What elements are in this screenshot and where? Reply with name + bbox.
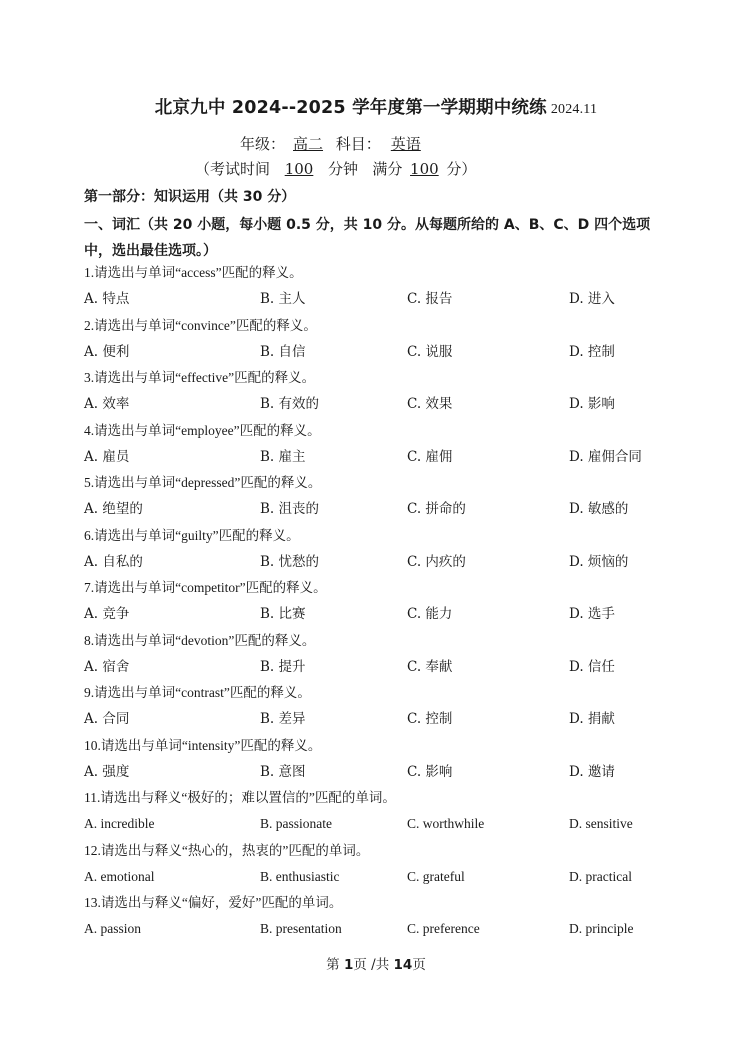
- option-row: [84, 496, 684, 522]
- section-instruction: 一、词汇（共 20 小题，每小题 0.5 分，共 10 分。从每题所给的 A、B、C、D 四个选项中，选出最佳选项。）: [84, 217, 651, 259]
- option-a: A. 便利: [84, 343, 130, 360]
- exam-date: 2024.11: [550, 102, 598, 117]
- option-c: C. 奉献: [407, 658, 453, 675]
- option-d: D. 邀请: [569, 763, 615, 780]
- footer-prefix: 第: [326, 957, 340, 973]
- question-item: [84, 575, 684, 628]
- grade-subject-line: [240, 133, 431, 154]
- question-item: [84, 470, 684, 523]
- exam-title-text: 北京九中 2024--2025 学年度第一学期期中统练: [154, 98, 547, 118]
- question-item: [84, 785, 684, 838]
- option-c: C. 效果: [407, 396, 453, 412]
- option-b: B. 主人: [260, 291, 306, 307]
- option-b: B. passionate: [260, 816, 332, 831]
- time-value: 100: [284, 160, 314, 178]
- option-c: C. 雇佣: [407, 448, 453, 465]
- option-d: D. 烦恼的: [569, 553, 629, 570]
- option-b: B. 有效的: [260, 396, 320, 412]
- footer-page-number: 1: [343, 957, 354, 973]
- question-item: [84, 523, 684, 576]
- footer-mid: 页 /共: [353, 957, 390, 973]
- option-b: B. presentation: [260, 921, 342, 936]
- option-c: C. 拼命的: [407, 501, 466, 517]
- option-d: D. 进入: [569, 291, 615, 307]
- option-row: [84, 286, 684, 312]
- option-row: [84, 339, 684, 365]
- option-row: [84, 549, 684, 575]
- question-stem: 11.请选出与释义“极好的；难以置信的”匹配的单词。: [84, 790, 396, 805]
- option-c: C. 报告: [407, 291, 453, 307]
- option-a: A. passion: [84, 921, 141, 936]
- option-c: C. 内疚的: [407, 553, 466, 570]
- time-score-line: [195, 158, 476, 179]
- option-row: [84, 444, 684, 470]
- question-stem: 8.请选出与单词“devotion”匹配的释义。: [84, 632, 316, 648]
- option-d: D. sensitive: [569, 816, 633, 831]
- option-d: D. 敏感的: [569, 501, 629, 517]
- footer-suffix: 页: [412, 957, 426, 973]
- question-item: [84, 313, 684, 366]
- option-c: C. 控制: [407, 711, 453, 727]
- question-stem: 7.请选出与单词“competitor”匹配的释义。: [84, 580, 327, 595]
- option-row: [84, 391, 684, 417]
- option-a: A. 效率: [84, 396, 130, 412]
- option-row: [84, 759, 684, 785]
- question-item: [84, 680, 684, 733]
- score-value: 100: [410, 160, 439, 178]
- option-b: B. 意图: [260, 763, 306, 780]
- question-stem: 4.请选出与单词“employee”匹配的释义。: [84, 422, 321, 438]
- option-d: D. 信任: [569, 658, 615, 675]
- option-b: B. 自信: [260, 343, 306, 360]
- option-d: D. 选手: [569, 606, 615, 622]
- option-b: B. 比赛: [260, 606, 306, 622]
- question-item: [84, 418, 684, 471]
- option-a: A. 特点: [84, 291, 130, 307]
- option-row: [84, 864, 684, 890]
- question-stem: 3.请选出与单词“effective”匹配的释义。: [84, 370, 316, 385]
- option-b: B. 沮丧的: [260, 501, 320, 517]
- option-d: D. 影响: [569, 396, 615, 412]
- footer-total-pages: 14: [393, 957, 413, 973]
- score-unit: 分）: [446, 160, 477, 178]
- option-d: D. 捐献: [569, 711, 615, 727]
- option-b: B. 提升: [260, 658, 306, 675]
- option-b: B. enthusiastic: [260, 868, 340, 884]
- option-c: C. 说服: [407, 343, 453, 360]
- option-row: [84, 811, 684, 837]
- question-stem: 5.请选出与单词“depressed”匹配的释义。: [84, 475, 322, 490]
- option-a: A. 宿舍: [84, 658, 130, 675]
- question-list: [84, 260, 684, 943]
- option-b: B. 差异: [260, 711, 306, 727]
- option-d: D. 控制: [569, 343, 615, 360]
- question-stem: 6.请选出与单词“guilty”匹配的释义。: [84, 527, 300, 543]
- option-a: A. emotional: [84, 868, 155, 884]
- option-a: A. 绝望的: [84, 501, 143, 517]
- option-b: B. 雇主: [260, 448, 306, 465]
- grade-label: 年级：: [240, 135, 286, 153]
- question-item: [84, 365, 684, 418]
- question-item: [84, 838, 684, 891]
- question-stem: 1.请选出与单词“access”匹配的释义。: [84, 265, 303, 280]
- option-c: C. grateful: [407, 868, 465, 884]
- option-c: C. 影响: [407, 763, 453, 780]
- question-item: [84, 260, 684, 313]
- question-stem: 10.请选出与单词“intensity”匹配的释义。: [84, 737, 322, 753]
- option-a: A. 竞争: [84, 606, 130, 622]
- subject-value: 英语: [390, 135, 421, 153]
- question-stem: 9.请选出与单词“contrast”匹配的释义。: [84, 685, 311, 700]
- score-prefix: 满分: [372, 160, 403, 178]
- time-prefix: （考试时间: [195, 160, 271, 178]
- time-unit: 分钟: [328, 160, 359, 178]
- option-row: [84, 706, 684, 732]
- option-a: A. incredible: [84, 816, 155, 831]
- option-row: [84, 601, 684, 627]
- option-a: A. 自私的: [84, 553, 143, 570]
- grade-value: 高二: [293, 135, 324, 153]
- option-a: A. 合同: [84, 711, 130, 727]
- option-row: [84, 654, 684, 680]
- option-b: B. 忧愁的: [260, 553, 320, 570]
- question-stem: 12.请选出与释义“热心的，热衷的”匹配的单词。: [84, 842, 370, 858]
- option-a: A. 雇员: [84, 448, 130, 465]
- exam-title: [0, 94, 752, 119]
- option-d: D. principle: [569, 921, 634, 936]
- question-item: [84, 733, 684, 786]
- option-c: C. preference: [407, 921, 480, 936]
- option-c: C. worthwhile: [407, 816, 485, 831]
- option-row: [84, 916, 684, 942]
- part-title: 第一部分：知识运用（共 30 分）: [84, 189, 296, 205]
- question-item: [84, 890, 684, 943]
- subject-label: 科目：: [335, 135, 381, 153]
- option-d: D. 雇佣合同: [569, 448, 642, 465]
- question-item: [84, 628, 684, 681]
- page-footer: [0, 953, 752, 973]
- option-c: C. 能力: [407, 606, 453, 622]
- option-d: D. practical: [569, 868, 632, 884]
- question-stem: 13.请选出与释义“偏好，爱好”匹配的单词。: [84, 895, 343, 910]
- question-stem: 2.请选出与单词“convince”匹配的释义。: [84, 317, 317, 333]
- option-a: A. 强度: [84, 763, 130, 780]
